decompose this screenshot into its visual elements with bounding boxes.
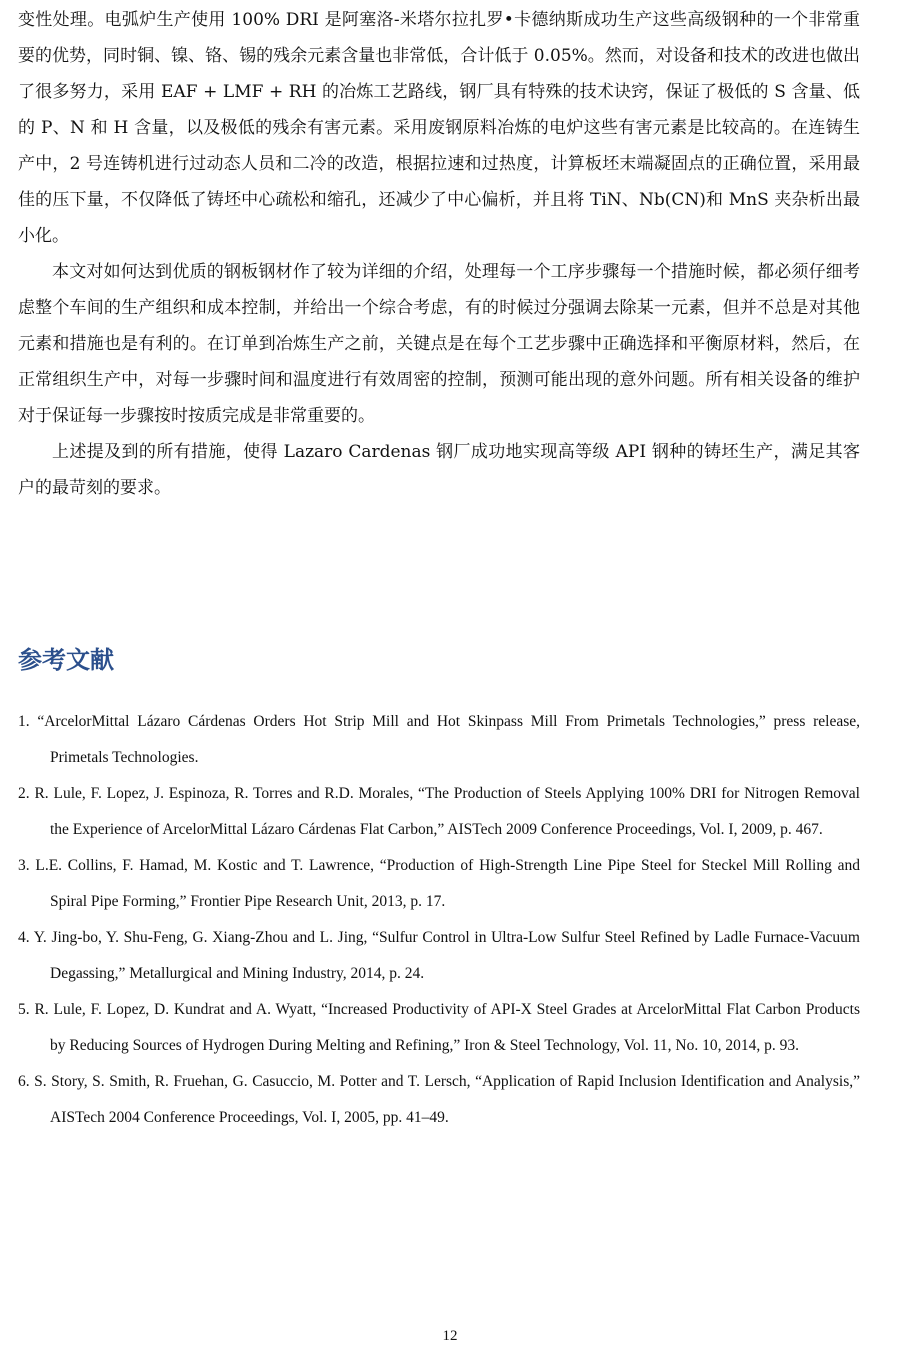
body-paragraph-1: 变性处理。电弧炉生产使用 100% DRI 是阿塞洛-米塔尔拉扎罗•卡德纳斯成功生产这些高级钢种的一个非常重要的优势，同时铜、镍、铬、锡的残余元素含量也非常低，合计低于 0.05%。然而，对设备和技术的改进也做出了很多努力，采用 EAF + LMF + RH 的冶炼工艺路线，钢厂具有特殊的技术诀窍，保证了极低的 S 含量、低的 P、N 和 H 含量，以及极低的残余有害元素。采用废钢原料冶炼的电炉这些有害元素是比较高的。在连铸生产中，2 号连铸机进行过动态人员和二冷的改造，根据拉速和过热度，计算板坯末端凝固点的正确位置，采用最佳的压下量，不仅降低了铸坯中心疏松和缩孔，还减少了中心偏析，并且将 TiN、Nb(CN)和 MnS 夹杂析出最小化。 — [18, 10, 860, 246]
body-text — [18, 2, 860, 506]
reference-item-3: 3. L.E. Collins, F. Hamad, M. Kostic and T. Lawrence, “Production of High-Strength Line Pipe Steel for Steckel Mill Rolling and Spiral Pipe Forming,” Frontier Pipe Research Unit, 2013, p. 17. — [18, 857, 860, 910]
reference-list — [18, 704, 860, 1136]
body-paragraph-2: 本文对如何达到优质的钢板钢材作了较为详细的介绍，处理每一个工序步骤每一个措施时候，都必须仔细考虑整个车间的生产组织和成本控制，并给出一个综合考虑，有的时候过分强调去除某一元素，但并不总是对其他元素和措施也是有利的。在订单到冶炼生产之前，关键点是在每个工艺步骤中正确选择和平衡原材料，然后，在正常组织生产中，对每一步骤时间和温度进行有效周密的控制，预测可能出现的意外问题。所有相关设备的维护对于保证每一步骤按时按质完成是非常重要的。 — [18, 262, 860, 426]
reference-item-5: 5. R. Lule, F. Lopez, D. Kundrat and A. Wyatt, “Increased Productivity of API-X Steel Grades at ArcelorMittal Flat Carbon Products by Reducing Sources of Hydrogen During Melting and Refining,” Iron & Steel Technology, Vol. 11, No. 10, 2014, p. 93. — [18, 1001, 860, 1054]
references-heading: 参考文献 — [18, 646, 114, 674]
body-paragraph-3: 上述提及到的所有措施，使得 Lazaro Cardenas 钢厂成功地实现高等级 API 钢种的铸坯生产，满足其客户的最苛刻的要求。 — [18, 442, 860, 498]
reference-item-2: 2. R. Lule, F. Lopez, J. Espinoza, R. Torres and R.D. Morales, “The Production of Steels Applying 100% DRI for Nitrogen Removal the Experience of ArcelorMittal Lázaro Cárdenas Flat Carbon,” AISTech 2009 Conference Proceedings, Vol. I, 2009, p. 467. — [18, 785, 860, 838]
page-number: 12 — [442, 1328, 458, 1344]
reference-item-1: 1. “ArcelorMittal Lázaro Cárdenas Orders Hot Strip Mill and Hot Skinpass Mill From Primetals Technologies,” press release, Primetals Technologies. — [18, 713, 860, 766]
reference-item-6: 6. S. Story, S. Smith, R. Fruehan, G. Casuccio, M. Potter and T. Lersch, “Application of Rapid Inclusion Identification and Analysis,” AISTech 2004 Conference Proceedings, Vol. I, 2005, pp. 41–49. — [18, 1073, 860, 1126]
reference-item-4: 4. Y. Jing-bo, Y. Shu-Feng, G. Xiang-Zhou and L. Jing, “Sulfur Control in Ultra-Low Sulfur Steel Refined by Ladle Furnace-Vacuum Degassing,” Metallurgical and Mining Industry, 2014, p. 24. — [18, 929, 860, 982]
